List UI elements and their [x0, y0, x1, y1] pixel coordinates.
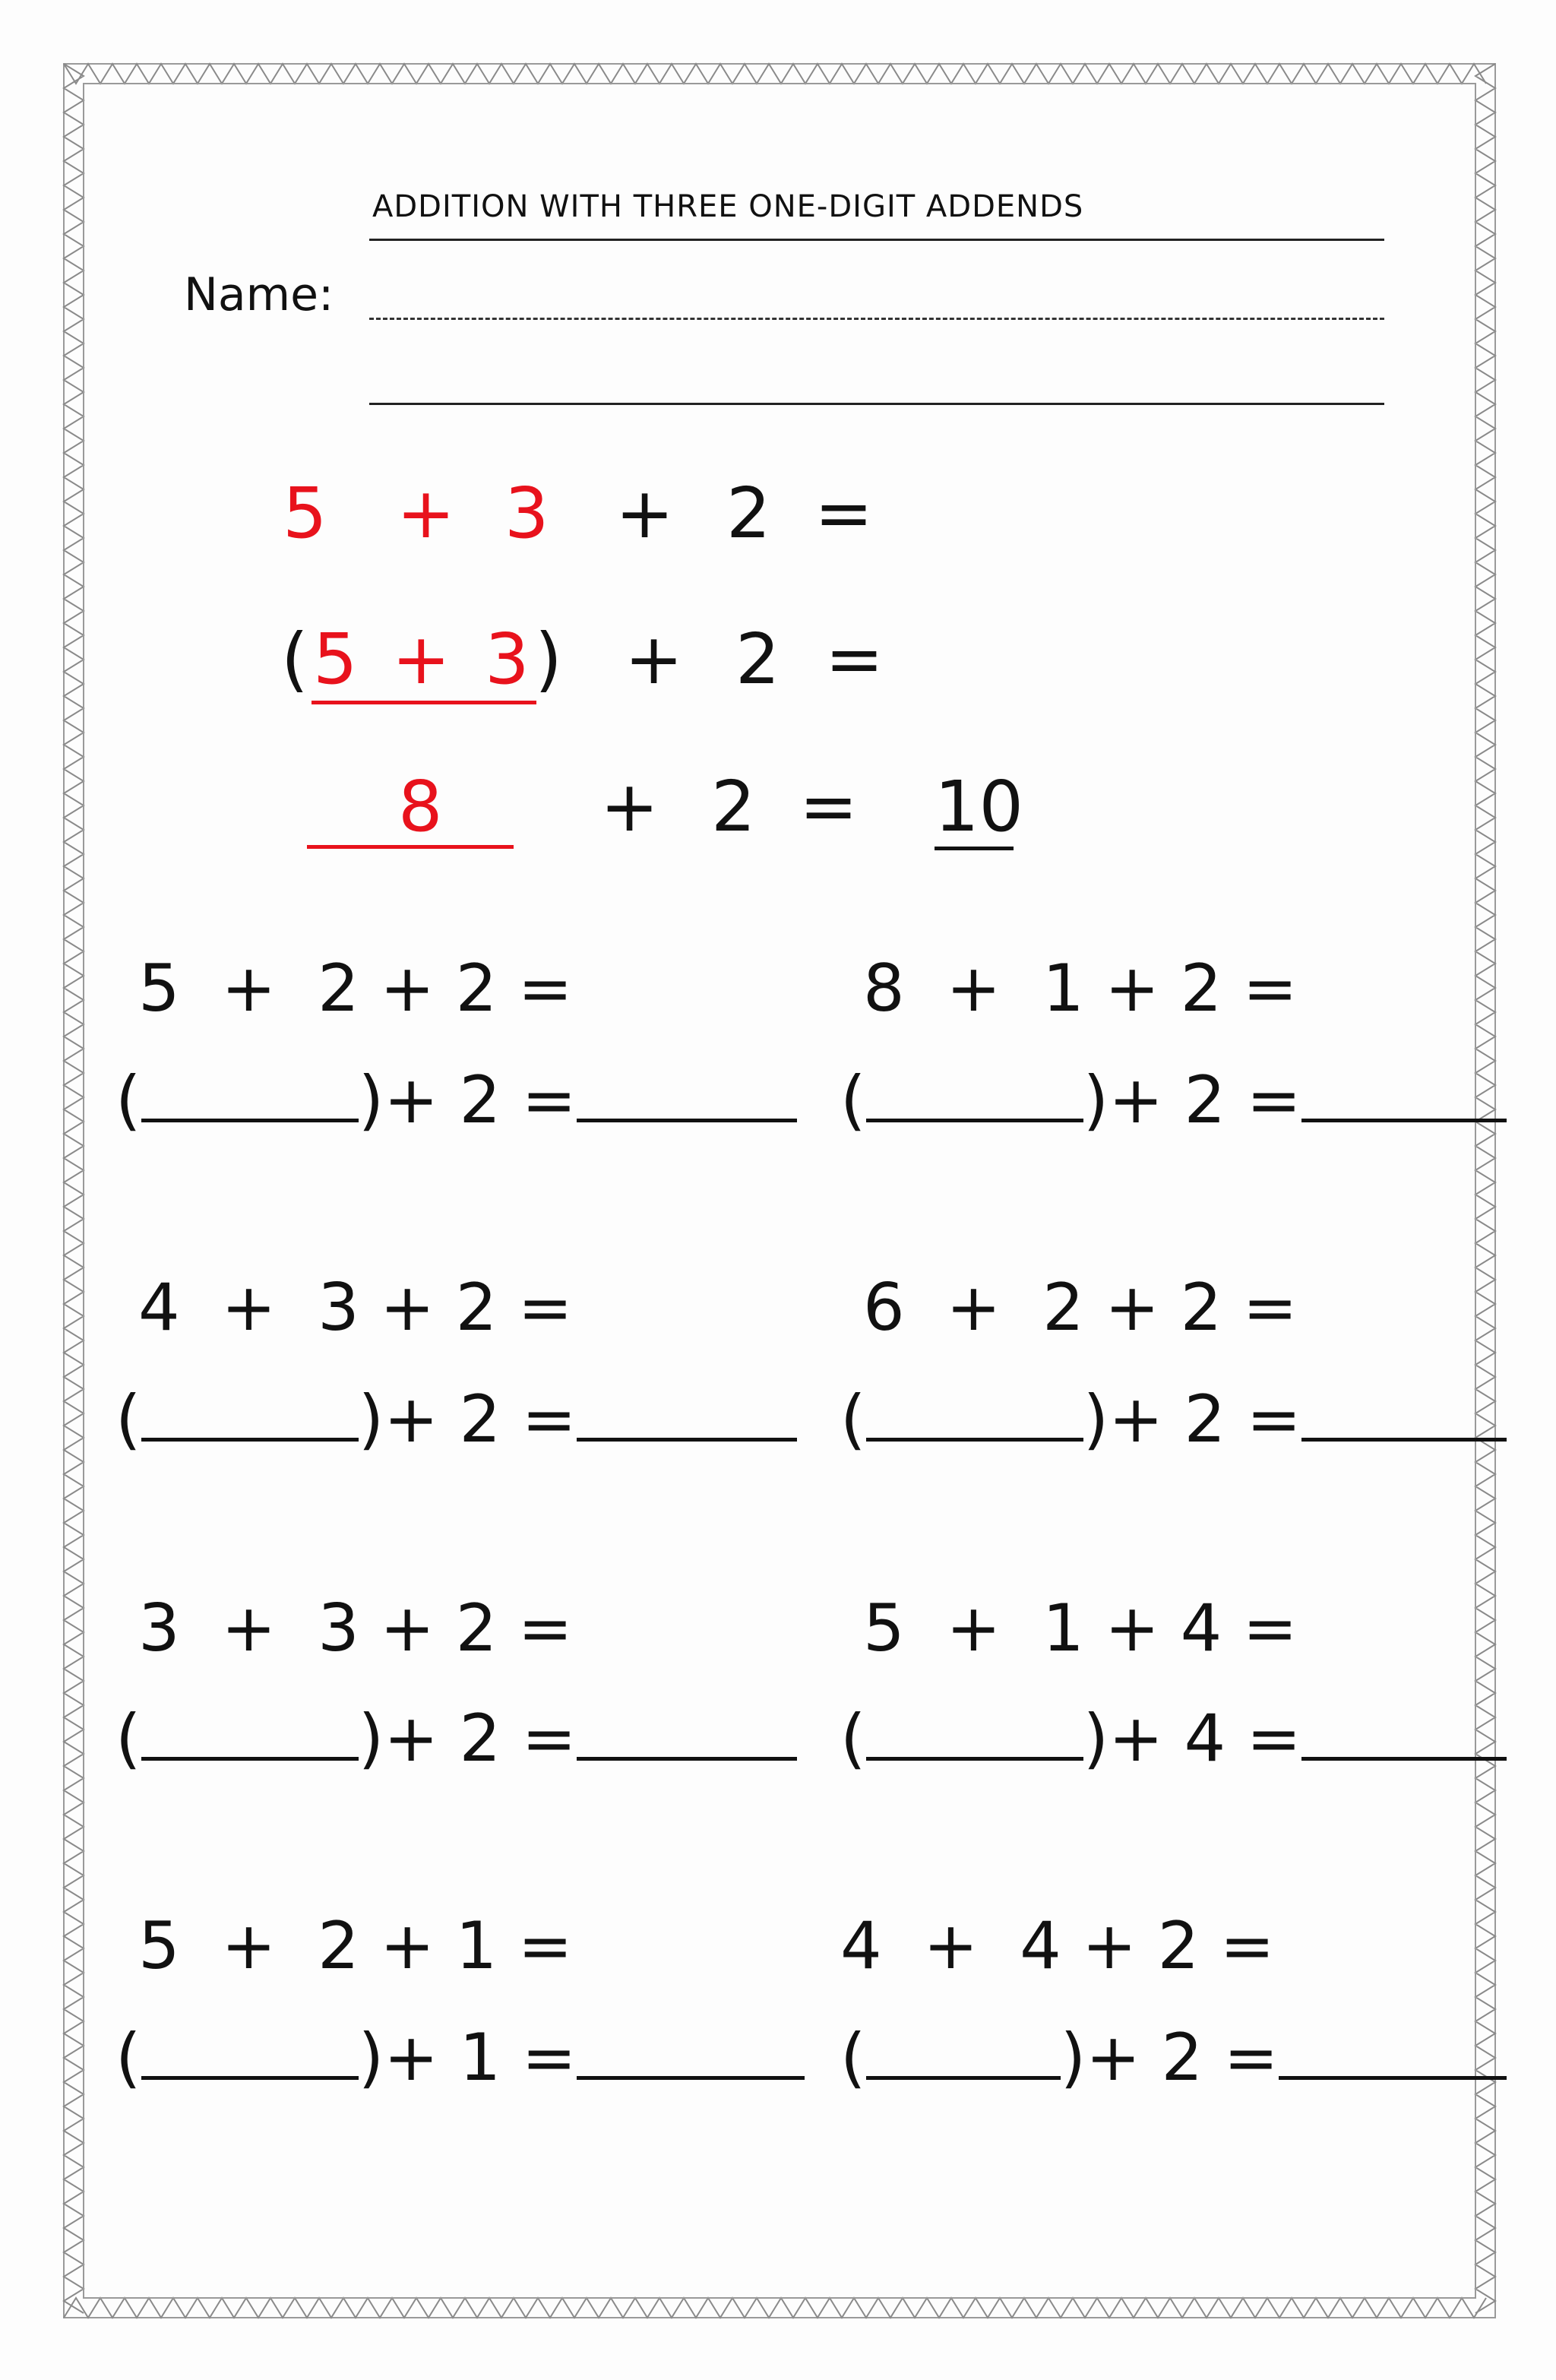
problem-5-equation: 3 + 3 + 2 =	[138, 1590, 573, 1666]
close-paren: )	[1060, 2020, 1086, 2096]
name-dashed-line	[369, 318, 1384, 320]
problem-2-partial-blank[interactable]	[866, 1064, 1083, 1122]
example-plus-3: +	[625, 619, 684, 700]
open-paren: (	[840, 1381, 866, 1457]
problem-8-regroup	[840, 2020, 1507, 2096]
open-paren: (	[840, 1701, 866, 1777]
problem-1-partial-blank[interactable]	[141, 1064, 359, 1122]
close-paren: )	[358, 1062, 384, 1138]
title-underline	[369, 239, 1384, 241]
problem-5-partial-blank[interactable]	[141, 1702, 359, 1761]
border-zigzag-right	[1475, 64, 1495, 2313]
close-paren: )	[1083, 1062, 1109, 1138]
close-paren: )	[358, 1701, 384, 1777]
problem-5-regroup	[115, 1701, 797, 1777]
problem-4-regroup-tail: + 2 =	[1108, 1381, 1301, 1457]
problem-7-regroup	[115, 2020, 805, 2096]
problem-3-regroup-tail: + 2 =	[384, 1381, 577, 1457]
problem-4-partial-blank[interactable]	[866, 1383, 1083, 1442]
example-addend-b: 3	[504, 473, 549, 554]
problem-6-partial-blank[interactable]	[866, 1702, 1083, 1761]
example-open-paren: (	[281, 619, 308, 700]
example-answer: 10	[935, 766, 1024, 847]
problem-7-regroup-tail: + 1 =	[384, 2020, 577, 2096]
example-equals-1: =	[814, 473, 874, 554]
example-addend-c-2: 2	[735, 619, 780, 700]
example-partial-sum: 8	[398, 766, 443, 847]
problem-2-equation: 8 + 1 + 2 =	[863, 951, 1298, 1027]
open-paren: (	[115, 2020, 141, 2096]
problem-2-regroup-tail: + 2 =	[1108, 1062, 1301, 1138]
problem-6-regroup	[840, 1701, 1507, 1777]
example-addend-c-3: 2	[711, 766, 756, 847]
close-paren: )	[1083, 1381, 1109, 1457]
example-group-underline	[312, 701, 536, 704]
problem-7-equation: 5 + 2 + 1 =	[138, 1908, 573, 1984]
name-label: Name:	[184, 268, 334, 321]
open-paren: (	[840, 2020, 866, 2096]
example-close-paren: )	[535, 619, 562, 700]
problem-3-partial-blank[interactable]	[141, 1383, 359, 1442]
problem-3-equation: 4 + 3 + 2 =	[138, 1270, 573, 1346]
example-answer-underline	[935, 847, 1014, 850]
problem-5-answer-blank[interactable]	[577, 1702, 797, 1761]
open-paren: (	[840, 1062, 866, 1138]
problem-6-regroup-tail: + 4 =	[1108, 1701, 1301, 1777]
open-paren: (	[115, 1062, 141, 1138]
problem-1-answer-blank[interactable]	[577, 1064, 797, 1122]
problem-2-regroup	[840, 1062, 1507, 1138]
example-plus-2: +	[615, 473, 675, 554]
example-grouped-sum: 5 + 3	[313, 619, 536, 700]
problem-1-regroup-tail: + 2 =	[384, 1062, 577, 1138]
example-addend-c: 2	[726, 473, 771, 554]
problem-4-equation: 6 + 2 + 2 =	[863, 1270, 1298, 1346]
problem-4-answer-blank[interactable]	[1301, 1383, 1507, 1442]
open-paren: (	[115, 1701, 141, 1777]
open-paren: (	[115, 1381, 141, 1457]
problem-8-equation: 4 + 4 + 2 =	[840, 1908, 1275, 1984]
close-paren: )	[358, 2020, 384, 2096]
border-zigzag-top	[64, 64, 1486, 84]
problem-3-answer-blank[interactable]	[577, 1383, 797, 1442]
example-plus-1: +	[397, 473, 456, 554]
problem-7-partial-blank[interactable]	[141, 2021, 359, 2080]
problem-7-answer-blank[interactable]	[577, 2021, 805, 2080]
border-zigzag-bottom	[64, 2298, 1486, 2318]
problem-2-answer-blank[interactable]	[1301, 1064, 1507, 1122]
problem-3-regroup	[115, 1381, 797, 1457]
problem-1-equation: 5 + 2 + 2 =	[138, 951, 573, 1027]
worksheet-title: ADDITION WITH THREE ONE-DIGIT ADDENDS	[372, 189, 1084, 224]
problem-1-regroup	[115, 1062, 797, 1138]
close-paren: )	[358, 1381, 384, 1457]
example-equals-2: =	[825, 619, 884, 700]
example-equals-3: =	[799, 766, 859, 847]
example-addend-a: 5	[283, 473, 327, 554]
problem-6-equation: 5 + 1 + 4 =	[863, 1590, 1298, 1666]
border-zigzag-left	[64, 64, 84, 2313]
name-writing-line[interactable]	[369, 403, 1384, 405]
example-partial-sum-line	[307, 845, 514, 849]
problem-8-partial-blank[interactable]	[866, 2021, 1061, 2080]
problem-4-regroup	[840, 1381, 1507, 1457]
problem-5-regroup-tail: + 2 =	[384, 1701, 577, 1777]
problem-6-answer-blank[interactable]	[1301, 1702, 1507, 1761]
problem-8-regroup-tail: + 2 =	[1086, 2020, 1279, 2096]
example-plus-4: +	[600, 766, 659, 847]
close-paren: )	[1083, 1701, 1109, 1777]
problem-8-answer-blank[interactable]	[1279, 2021, 1507, 2080]
